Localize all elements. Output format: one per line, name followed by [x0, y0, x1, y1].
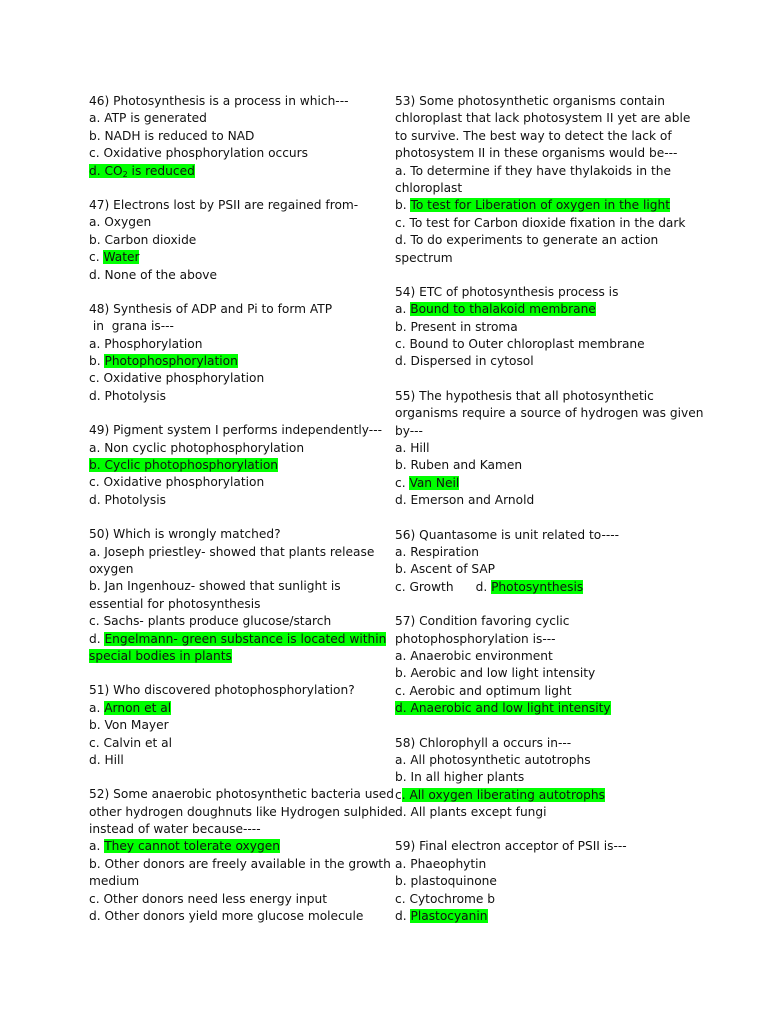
- question-49: [89, 422, 382, 509]
- question-46: [89, 93, 379, 180]
- answer-highlight: Photophosphorylation: [104, 354, 238, 369]
- question-stem: 52) Some anaerobic photosynthetic bacteria used: [89, 787, 395, 802]
- answer-highlight: . All oxygen liberating autotrophs: [401, 787, 605, 802]
- answer-highlight: Arnon et al: [104, 700, 172, 715]
- option-prefix: c: [395, 787, 402, 802]
- option-d-answer: [89, 631, 387, 648]
- option-a-answer: [89, 838, 379, 855]
- question-stem: chloroplast that lack photosystem II yet are able: [395, 111, 691, 126]
- option-c-answer: [395, 475, 695, 492]
- left-column: [89, 93, 396, 942]
- question-stem: 53) Some photosynthetic organisms contain: [395, 94, 666, 108]
- option-d: d. Emerson and Arnold: [395, 493, 535, 508]
- option-c-answer: [89, 249, 379, 266]
- answer-highlight: Engelmann- green substance is located within: [104, 631, 387, 646]
- option-d-cont: spectrum: [395, 250, 453, 265]
- option-a: a. Hill: [395, 441, 430, 456]
- option-b: b. Aerobic and low light intensity: [395, 666, 596, 681]
- option-a: a. ATP is generated: [89, 111, 207, 126]
- question-58: [395, 735, 695, 822]
- option-c: c. Oxidative phosphorylation: [89, 371, 265, 386]
- option-b: b. Jan Ingenhouz- showed that sunlight is: [89, 579, 341, 594]
- question-stem: by---: [395, 423, 423, 438]
- option-b: b. NADH is reduced to NAD: [89, 128, 255, 143]
- option-prefix: a.: [395, 302, 411, 317]
- question-55: [395, 388, 704, 510]
- question-53: [395, 93, 695, 267]
- right-column: [395, 93, 704, 942]
- option-b-cont: medium: [89, 874, 140, 889]
- option-c: c. Calvin et al: [89, 735, 173, 750]
- option-b: b. Present in stroma: [395, 319, 518, 334]
- answer-highlight: To test for Liberation of oxygen in the light: [410, 198, 671, 213]
- option-a: a. Phosphorylation: [89, 336, 203, 351]
- option-a: a. All photosynthetic autotrophs: [395, 752, 591, 767]
- option-d: d. Photolysis: [89, 388, 166, 403]
- option-d-answer: [395, 700, 695, 717]
- question-stem: 50) Which is wrongly matched?: [89, 527, 281, 542]
- question-stem: 46) Photosynthesis is a process in which---: [89, 94, 349, 108]
- option-c-answer: [395, 787, 695, 804]
- option-prefix: c.: [89, 250, 104, 265]
- option-d: d. Dispersed in cytosol: [395, 354, 534, 369]
- answer-highlight: They cannot tolerate oxygen: [104, 839, 280, 854]
- option-b: b. Ascent of SAP: [395, 562, 496, 577]
- question-59: [395, 838, 695, 925]
- answer-highlight: b. Cyclic photophosphorylation: [89, 458, 279, 473]
- option-d: d. To do experiments to generate an action: [395, 233, 659, 248]
- option-b: b. Von Mayer: [89, 718, 169, 733]
- question-54: [395, 284, 695, 371]
- option-c-d-row: [395, 579, 695, 596]
- option-b-answer: [89, 457, 379, 474]
- option-prefix: a.: [89, 839, 105, 854]
- option-d: d. Hill: [89, 752, 124, 767]
- question-stem: organisms require a source of hydrogen was given: [395, 406, 704, 421]
- option-b-cont: essential for photosynthesis: [89, 596, 261, 611]
- option-a-cont: oxygen: [89, 561, 134, 576]
- option-c: c. Aerobic and optimum light: [395, 683, 572, 698]
- option-prefix: b.: [395, 198, 411, 213]
- question-stem: photophosphorylation is---: [395, 631, 556, 646]
- option-b: b. plastoquinone: [395, 874, 497, 889]
- option-c: c. Other donors need less energy input: [89, 891, 328, 906]
- option-prefix: d.: [395, 909, 411, 924]
- answer-highlight: special bodies in plants: [89, 648, 232, 663]
- option-c: c. Growth: [395, 579, 454, 594]
- question-stem: 48) Synthesis of ADP and Pi to form ATP: [89, 301, 333, 316]
- question-stem: 59) Final electron acceptor of PSII is---: [395, 839, 627, 854]
- option-d: d. All plants except fungi: [395, 805, 547, 820]
- question-stem: 54) ETC of photosynthesis process is: [395, 284, 619, 299]
- option-text: d. CO: [89, 163, 123, 178]
- question-stem: 56) Quantasome is unit related to----: [395, 527, 620, 542]
- answer-highlight: Bound to thalakoid membrane: [410, 302, 596, 317]
- question-stem: photosystem II in these organisms would be---: [395, 146, 678, 161]
- question-52: [89, 786, 396, 925]
- option-c: c. Bound to Outer chloroplast membrane: [395, 337, 645, 352]
- question-stem: in grana is---: [89, 319, 174, 334]
- option-b-answer: [395, 197, 695, 214]
- answer-highlight: Water: [103, 250, 140, 265]
- answer-highlight: d. Anaerobic and low light intensity: [395, 701, 611, 716]
- option-b: b. Ruben and Kamen: [395, 458, 523, 473]
- question-stem: 55) The hypothesis that all photosynthetic: [395, 388, 654, 403]
- answer-highlight: Van Neil: [409, 475, 460, 490]
- option-c: c. Oxidative phosphorylation: [89, 475, 265, 490]
- option-d: d. None of the above: [89, 267, 218, 282]
- option-a: a. Respiration: [395, 544, 479, 559]
- answer-highlight: Photosynthesis: [491, 579, 584, 594]
- question-47: [89, 197, 379, 284]
- option-d: d. Photolysis: [89, 492, 166, 507]
- option-c: c. Cytochrome b: [395, 891, 496, 906]
- subscript: 2: [122, 169, 128, 179]
- option-a: a. Phaeophytin: [395, 856, 487, 871]
- question-stem: 58) Chlorophyll a occurs in---: [395, 735, 572, 750]
- option-d: d. Other donors yield more glucose molecule: [89, 909, 364, 924]
- option-d-answer-cont: [89, 648, 379, 665]
- option-prefix: b.: [89, 354, 105, 369]
- option-prefix: a.: [89, 700, 105, 715]
- question-50: [89, 526, 387, 665]
- option-c: c. To test for Carbon dioxide fixation in the dark: [395, 215, 686, 230]
- option-b: b. Carbon dioxide: [89, 232, 197, 247]
- option-c: c. Sachs- plants produce glucose/starch: [89, 614, 332, 629]
- option-a: a. Joseph priestley- showed that plants release: [89, 544, 375, 559]
- question-56: [395, 527, 695, 597]
- option-b: b. In all higher plants: [395, 770, 525, 785]
- option-b-answer: [89, 353, 379, 370]
- answer-highlight: [89, 164, 195, 178]
- option-a: a. Oxygen: [89, 215, 152, 230]
- option-c: c. Oxidative phosphorylation occurs: [89, 146, 309, 161]
- question-57: [395, 613, 695, 717]
- question-stem: 57) Condition favoring cyclic: [395, 614, 570, 629]
- question-stem: other hydrogen doughnuts like Hydrogen sulphide: [89, 804, 396, 819]
- option-a: a. Non cyclic photophosphorylation: [89, 440, 305, 455]
- option-d-answer: [89, 163, 379, 180]
- option-a: a. To determine if they have thylakoids in the: [395, 163, 671, 178]
- question-stem: instead of water because----: [89, 822, 261, 837]
- question-stem: 49) Pigment system I performs independently---: [89, 423, 382, 438]
- question-stem: 51) Who discovered photophosphorylation?: [89, 683, 355, 698]
- option-b: b. Other donors are freely available in the growth: [89, 856, 391, 871]
- option-a-answer: [395, 301, 695, 318]
- question-51: [89, 682, 379, 769]
- option-a-answer: [89, 700, 379, 717]
- option-prefix: d.: [89, 631, 105, 646]
- option-text: is reduced: [127, 163, 195, 178]
- answer-highlight: Plastocyanin: [410, 909, 488, 924]
- option-d-answer: [395, 908, 695, 925]
- option-a: a. Anaerobic environment: [395, 648, 553, 663]
- option-d-prefix: d.: [475, 579, 492, 594]
- option-prefix: c.: [395, 475, 410, 490]
- option-a-cont: chloroplast: [395, 180, 463, 195]
- question-stem: 47) Electrons lost by PSII are regained from-: [89, 197, 359, 212]
- question-stem: to survive. The best way to detect the lack of: [395, 128, 672, 143]
- question-48: [89, 301, 379, 405]
